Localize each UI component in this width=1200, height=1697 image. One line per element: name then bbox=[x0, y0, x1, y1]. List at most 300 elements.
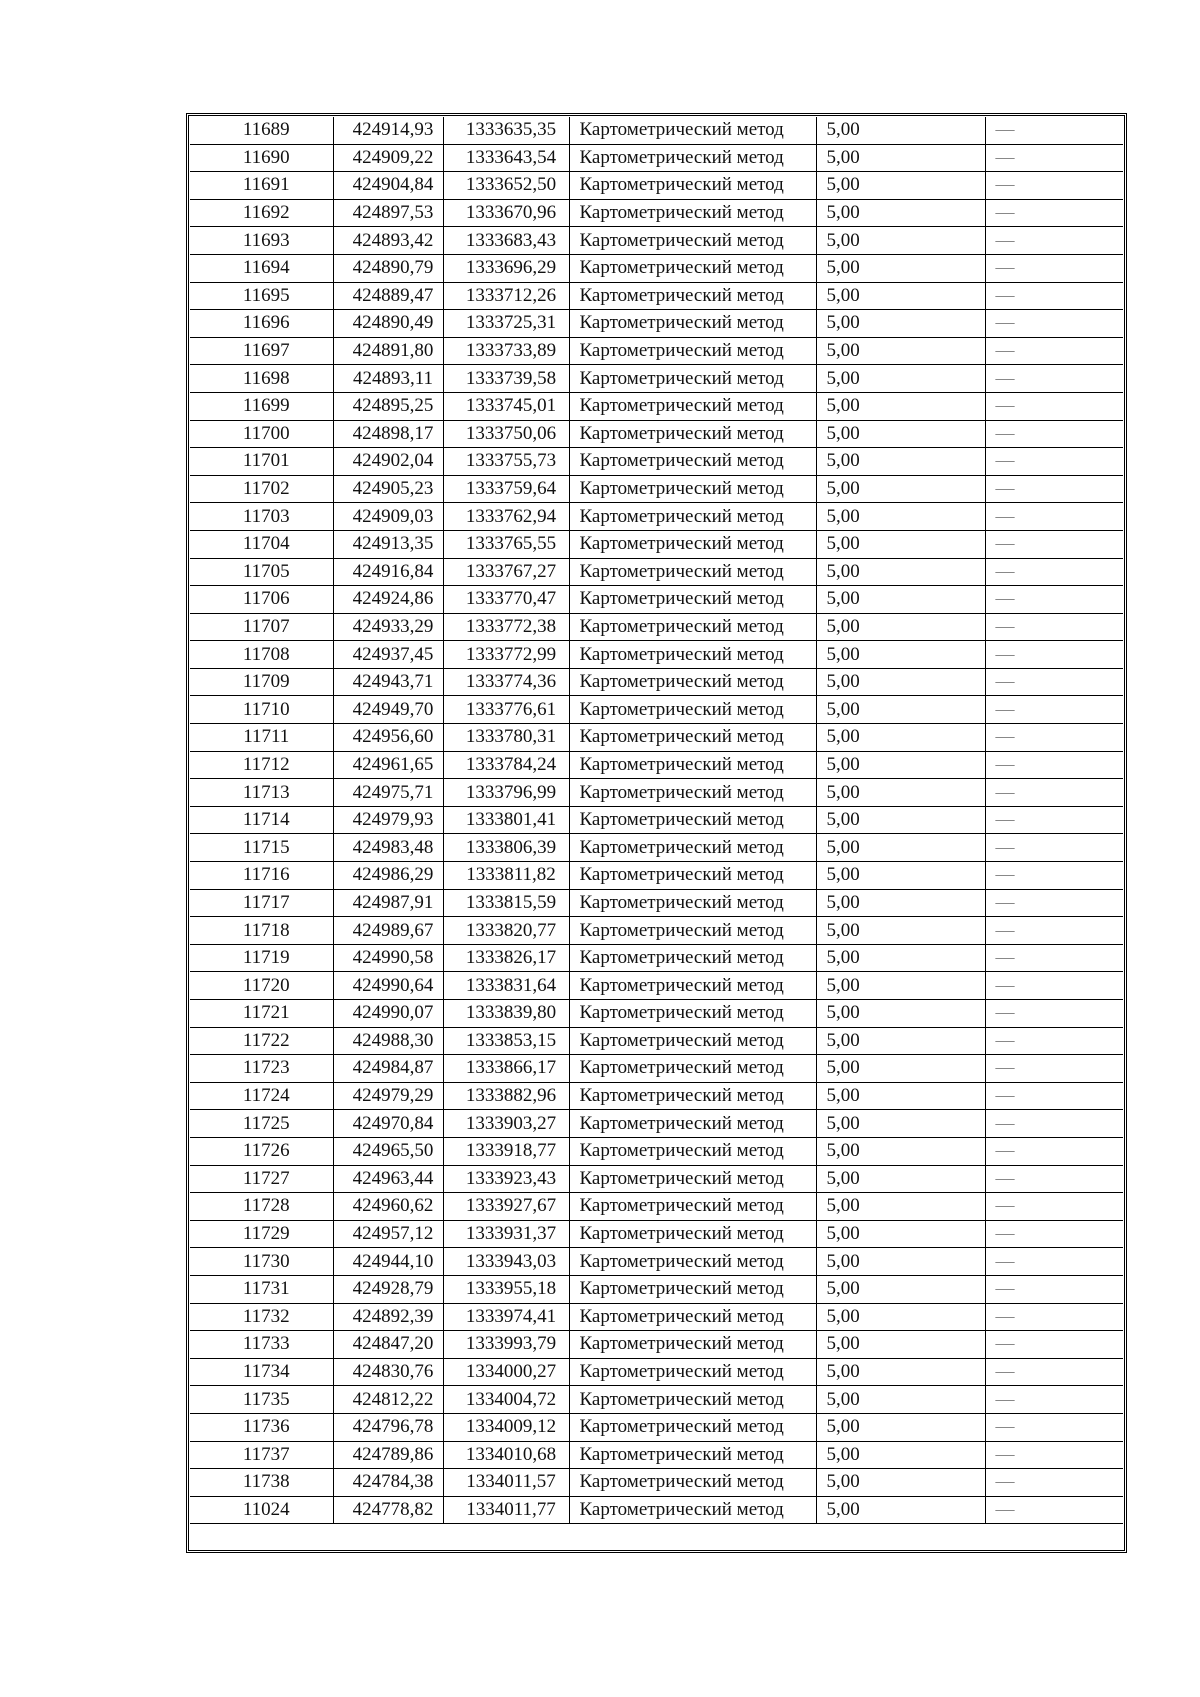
x-coordinate-cell: 424898,17 bbox=[333, 420, 443, 448]
description-cell bbox=[985, 558, 1123, 586]
dash-mark: — bbox=[995, 560, 1015, 582]
table-row bbox=[190, 1358, 1123, 1386]
point-number-cell: 11692 bbox=[190, 199, 333, 227]
y-coordinate-cell: 1333635,35 bbox=[443, 117, 569, 144]
dash-mark: — bbox=[995, 312, 1015, 334]
x-coordinate-cell: 424893,11 bbox=[333, 365, 443, 393]
accuracy-cell: 5,00 bbox=[816, 365, 985, 393]
dash-mark: — bbox=[995, 1057, 1015, 1079]
point-number-cell: 11702 bbox=[190, 475, 333, 503]
description-cell bbox=[985, 172, 1123, 200]
dash-mark: — bbox=[995, 340, 1015, 362]
x-coordinate-cell: 424965,50 bbox=[333, 1137, 443, 1165]
x-coordinate-cell: 424847,20 bbox=[333, 1331, 443, 1359]
method-cell: Картометрический метод bbox=[569, 724, 816, 752]
y-coordinate-cell: 1333931,37 bbox=[443, 1220, 569, 1248]
point-number-cell: 11721 bbox=[190, 1000, 333, 1028]
accuracy-cell: 5,00 bbox=[816, 1082, 985, 1110]
point-number-cell: 11712 bbox=[190, 751, 333, 779]
dash-mark: — bbox=[995, 450, 1015, 472]
y-coordinate-cell: 1333974,41 bbox=[443, 1303, 569, 1331]
table-row bbox=[190, 944, 1123, 972]
point-number-cell: 11689 bbox=[190, 117, 333, 144]
x-coordinate-cell: 424897,53 bbox=[333, 199, 443, 227]
accuracy-cell: 5,00 bbox=[816, 1358, 985, 1386]
x-coordinate-cell: 424975,71 bbox=[333, 779, 443, 807]
point-number-cell: 11024 bbox=[190, 1496, 333, 1524]
accuracy-cell: 5,00 bbox=[816, 1303, 985, 1331]
x-coordinate-cell: 424892,39 bbox=[333, 1303, 443, 1331]
table-row bbox=[190, 475, 1123, 503]
accuracy-cell: 5,00 bbox=[816, 254, 985, 282]
description-cell bbox=[985, 365, 1123, 393]
table-row bbox=[190, 1137, 1123, 1165]
dash-mark: — bbox=[995, 919, 1015, 941]
accuracy-cell: 5,00 bbox=[816, 558, 985, 586]
table-row bbox=[190, 1110, 1123, 1138]
description-cell bbox=[985, 1110, 1123, 1138]
method-cell: Картометрический метод bbox=[569, 1275, 816, 1303]
method-cell: Картометрический метод bbox=[569, 586, 816, 614]
dash-mark: — bbox=[995, 367, 1015, 389]
table-row bbox=[190, 751, 1123, 779]
method-cell: Картометрический метод bbox=[569, 117, 816, 144]
dash-mark: — bbox=[995, 891, 1015, 913]
table-row bbox=[190, 1469, 1123, 1497]
description-cell bbox=[985, 1165, 1123, 1193]
point-number-cell: 11722 bbox=[190, 1027, 333, 1055]
dash-mark: — bbox=[995, 1416, 1015, 1438]
y-coordinate-cell: 1333755,73 bbox=[443, 448, 569, 476]
table-row bbox=[190, 337, 1123, 365]
method-cell: Картометрический метод bbox=[569, 1082, 816, 1110]
dash-mark: — bbox=[995, 229, 1015, 251]
point-number-cell: 11728 bbox=[190, 1193, 333, 1221]
description-cell bbox=[985, 1469, 1123, 1497]
method-cell: Картометрический метод bbox=[569, 1469, 816, 1497]
point-number-cell: 11691 bbox=[190, 172, 333, 200]
method-cell: Картометрический метод bbox=[569, 1496, 816, 1524]
empty-cell bbox=[190, 1524, 1123, 1551]
dash-mark: — bbox=[995, 1278, 1015, 1300]
point-number-cell: 11714 bbox=[190, 806, 333, 834]
method-cell: Картометрический метод bbox=[569, 282, 816, 310]
accuracy-cell: 5,00 bbox=[816, 944, 985, 972]
dash-mark: — bbox=[995, 726, 1015, 748]
method-cell: Картометрический метод bbox=[569, 1055, 816, 1083]
description-cell bbox=[985, 1027, 1123, 1055]
dash-mark: — bbox=[995, 257, 1015, 279]
description-cell bbox=[985, 1275, 1123, 1303]
description-cell bbox=[985, 834, 1123, 862]
y-coordinate-cell: 1333866,17 bbox=[443, 1055, 569, 1083]
table-row bbox=[190, 172, 1123, 200]
method-cell: Картометрический метод bbox=[569, 806, 816, 834]
y-coordinate-cell: 1333776,61 bbox=[443, 696, 569, 724]
description-cell bbox=[985, 448, 1123, 476]
method-cell: Картометрический метод bbox=[569, 1165, 816, 1193]
point-number-cell: 11737 bbox=[190, 1441, 333, 1469]
table-row bbox=[190, 613, 1123, 641]
x-coordinate-cell: 424963,44 bbox=[333, 1165, 443, 1193]
dash-mark: — bbox=[995, 615, 1015, 637]
table-row bbox=[190, 972, 1123, 1000]
y-coordinate-cell: 1333725,31 bbox=[443, 310, 569, 338]
dash-mark: — bbox=[995, 1250, 1015, 1272]
method-cell: Картометрический метод bbox=[569, 1110, 816, 1138]
point-number-cell: 11725 bbox=[190, 1110, 333, 1138]
dash-mark: — bbox=[995, 1305, 1015, 1327]
accuracy-cell: 5,00 bbox=[816, 1496, 985, 1524]
description-cell bbox=[985, 779, 1123, 807]
x-coordinate-cell: 424796,78 bbox=[333, 1413, 443, 1441]
dash-mark: — bbox=[995, 753, 1015, 775]
description-cell bbox=[985, 1055, 1123, 1083]
method-cell: Картометрический метод bbox=[569, 558, 816, 586]
description-cell bbox=[985, 806, 1123, 834]
accuracy-cell: 5,00 bbox=[816, 144, 985, 172]
dash-mark: — bbox=[995, 864, 1015, 886]
dash-mark: — bbox=[995, 809, 1015, 831]
table-row bbox=[190, 448, 1123, 476]
method-cell: Картометрический метод bbox=[569, 1331, 816, 1359]
x-coordinate-cell: 424984,87 bbox=[333, 1055, 443, 1083]
y-coordinate-cell: 1333712,26 bbox=[443, 282, 569, 310]
method-cell: Картометрический метод bbox=[569, 1303, 816, 1331]
accuracy-cell: 5,00 bbox=[816, 917, 985, 945]
description-cell bbox=[985, 475, 1123, 503]
accuracy-cell: 5,00 bbox=[816, 1275, 985, 1303]
point-number-cell: 11698 bbox=[190, 365, 333, 393]
accuracy-cell: 5,00 bbox=[816, 448, 985, 476]
y-coordinate-cell: 1333770,47 bbox=[443, 586, 569, 614]
description-cell bbox=[985, 310, 1123, 338]
description-cell bbox=[985, 199, 1123, 227]
method-cell: Картометрический метод bbox=[569, 696, 816, 724]
table-row bbox=[190, 1496, 1123, 1524]
y-coordinate-cell: 1333923,43 bbox=[443, 1165, 569, 1193]
y-coordinate-cell: 1333765,55 bbox=[443, 530, 569, 558]
dash-mark: — bbox=[995, 588, 1015, 610]
point-number-cell: 11734 bbox=[190, 1358, 333, 1386]
dash-mark: — bbox=[995, 671, 1015, 693]
point-number-cell: 11693 bbox=[190, 227, 333, 255]
y-coordinate-cell: 1333780,31 bbox=[443, 724, 569, 752]
description-cell bbox=[985, 1496, 1123, 1524]
x-coordinate-cell: 424989,67 bbox=[333, 917, 443, 945]
accuracy-cell: 5,00 bbox=[816, 475, 985, 503]
dash-mark: — bbox=[995, 1498, 1015, 1520]
method-cell: Картометрический метод bbox=[569, 862, 816, 890]
accuracy-cell: 5,00 bbox=[816, 172, 985, 200]
x-coordinate-cell: 424916,84 bbox=[333, 558, 443, 586]
y-coordinate-cell: 1333882,96 bbox=[443, 1082, 569, 1110]
table-row bbox=[190, 117, 1123, 144]
y-coordinate-cell: 1333739,58 bbox=[443, 365, 569, 393]
x-coordinate-cell: 424928,79 bbox=[333, 1275, 443, 1303]
method-cell: Картометрический метод bbox=[569, 144, 816, 172]
dash-mark: — bbox=[995, 505, 1015, 527]
method-cell: Картометрический метод bbox=[569, 337, 816, 365]
accuracy-cell: 5,00 bbox=[816, 1441, 985, 1469]
x-coordinate-cell: 424890,49 bbox=[333, 310, 443, 338]
dash-mark: — bbox=[995, 781, 1015, 803]
x-coordinate-cell: 424988,30 bbox=[333, 1027, 443, 1055]
dash-mark: — bbox=[995, 1002, 1015, 1024]
y-coordinate-cell: 1333784,24 bbox=[443, 751, 569, 779]
y-coordinate-cell: 1333815,59 bbox=[443, 889, 569, 917]
method-cell: Картометрический метод bbox=[569, 530, 816, 558]
x-coordinate-cell: 424812,22 bbox=[333, 1386, 443, 1414]
accuracy-cell: 5,00 bbox=[816, 227, 985, 255]
table-row bbox=[190, 365, 1123, 393]
accuracy-cell: 5,00 bbox=[816, 586, 985, 614]
description-cell bbox=[985, 337, 1123, 365]
accuracy-cell: 5,00 bbox=[816, 889, 985, 917]
x-coordinate-cell: 424957,12 bbox=[333, 1220, 443, 1248]
method-cell: Картометрический метод bbox=[569, 889, 816, 917]
point-number-cell: 11705 bbox=[190, 558, 333, 586]
accuracy-cell: 5,00 bbox=[816, 834, 985, 862]
method-cell: Картометрический метод bbox=[569, 834, 816, 862]
y-coordinate-cell: 1333820,77 bbox=[443, 917, 569, 945]
x-coordinate-cell: 424789,86 bbox=[333, 1441, 443, 1469]
accuracy-cell: 5,00 bbox=[816, 530, 985, 558]
table-row bbox=[190, 558, 1123, 586]
point-number-cell: 11700 bbox=[190, 420, 333, 448]
point-number-cell: 11713 bbox=[190, 779, 333, 807]
y-coordinate-cell: 1334010,68 bbox=[443, 1441, 569, 1469]
table-row bbox=[190, 1055, 1123, 1083]
method-cell: Картометрический метод bbox=[569, 972, 816, 1000]
x-coordinate-cell: 424979,93 bbox=[333, 806, 443, 834]
accuracy-cell: 5,00 bbox=[816, 696, 985, 724]
description-cell bbox=[985, 282, 1123, 310]
y-coordinate-cell: 1333839,80 bbox=[443, 1000, 569, 1028]
table-row bbox=[190, 1220, 1123, 1248]
table-row bbox=[190, 724, 1123, 752]
accuracy-cell: 5,00 bbox=[816, 282, 985, 310]
x-coordinate-cell: 424943,71 bbox=[333, 668, 443, 696]
description-cell bbox=[985, 227, 1123, 255]
dash-mark: — bbox=[995, 698, 1015, 720]
table-row bbox=[190, 310, 1123, 338]
x-coordinate-cell: 424889,47 bbox=[333, 282, 443, 310]
table-row bbox=[190, 392, 1123, 420]
y-coordinate-cell: 1333993,79 bbox=[443, 1331, 569, 1359]
x-coordinate-cell: 424970,84 bbox=[333, 1110, 443, 1138]
description-cell bbox=[985, 862, 1123, 890]
description-cell bbox=[985, 917, 1123, 945]
dash-mark: — bbox=[995, 395, 1015, 417]
table-row bbox=[190, 1248, 1123, 1276]
point-number-cell: 11716 bbox=[190, 862, 333, 890]
table-row bbox=[190, 254, 1123, 282]
accuracy-cell: 5,00 bbox=[816, 751, 985, 779]
method-cell: Картометрический метод bbox=[569, 1441, 816, 1469]
description-cell bbox=[985, 1413, 1123, 1441]
point-number-cell: 11709 bbox=[190, 668, 333, 696]
table-row bbox=[190, 420, 1123, 448]
point-number-cell: 11724 bbox=[190, 1082, 333, 1110]
table-row bbox=[190, 862, 1123, 890]
table-row bbox=[190, 696, 1123, 724]
y-coordinate-cell: 1333733,89 bbox=[443, 337, 569, 365]
point-number-cell: 11720 bbox=[190, 972, 333, 1000]
accuracy-cell: 5,00 bbox=[816, 1331, 985, 1359]
point-number-cell: 11732 bbox=[190, 1303, 333, 1331]
point-number-cell: 11711 bbox=[190, 724, 333, 752]
point-number-cell: 11703 bbox=[190, 503, 333, 531]
accuracy-cell: 5,00 bbox=[816, 337, 985, 365]
point-number-cell: 11695 bbox=[190, 282, 333, 310]
method-cell: Картометрический метод bbox=[569, 613, 816, 641]
accuracy-cell: 5,00 bbox=[816, 1137, 985, 1165]
x-coordinate-cell: 424960,62 bbox=[333, 1193, 443, 1221]
table-row bbox=[190, 641, 1123, 669]
x-coordinate-cell: 424904,84 bbox=[333, 172, 443, 200]
y-coordinate-cell: 1334009,12 bbox=[443, 1413, 569, 1441]
empty-table-row bbox=[190, 1524, 1123, 1551]
method-cell: Картометрический метод bbox=[569, 668, 816, 696]
method-cell: Картометрический метод bbox=[569, 1000, 816, 1028]
table-row bbox=[190, 586, 1123, 614]
description-cell bbox=[985, 668, 1123, 696]
method-cell: Картометрический метод bbox=[569, 779, 816, 807]
coordinates-table bbox=[190, 117, 1123, 1551]
y-coordinate-cell: 1333767,27 bbox=[443, 558, 569, 586]
dash-mark: — bbox=[995, 478, 1015, 500]
description-cell bbox=[985, 696, 1123, 724]
method-cell: Картометрический метод bbox=[569, 917, 816, 945]
method-cell: Картометрический метод bbox=[569, 944, 816, 972]
y-coordinate-cell: 1333927,67 bbox=[443, 1193, 569, 1221]
method-cell: Картометрический метод bbox=[569, 1386, 816, 1414]
point-number-cell: 11731 bbox=[190, 1275, 333, 1303]
dash-mark: — bbox=[995, 1195, 1015, 1217]
method-cell: Картометрический метод bbox=[569, 227, 816, 255]
x-coordinate-cell: 424990,58 bbox=[333, 944, 443, 972]
dash-mark: — bbox=[995, 643, 1015, 665]
accuracy-cell: 5,00 bbox=[816, 1386, 985, 1414]
point-number-cell: 11736 bbox=[190, 1413, 333, 1441]
y-coordinate-cell: 1333772,38 bbox=[443, 613, 569, 641]
description-cell bbox=[985, 254, 1123, 282]
x-coordinate-cell: 424902,04 bbox=[333, 448, 443, 476]
description-cell bbox=[985, 1220, 1123, 1248]
description-cell bbox=[985, 1358, 1123, 1386]
accuracy-cell: 5,00 bbox=[816, 1110, 985, 1138]
point-number-cell: 11706 bbox=[190, 586, 333, 614]
description-cell bbox=[985, 1441, 1123, 1469]
dash-mark: — bbox=[995, 1029, 1015, 1051]
coordinates-table-body bbox=[190, 117, 1123, 1551]
x-coordinate-cell: 424913,35 bbox=[333, 530, 443, 558]
description-cell bbox=[985, 586, 1123, 614]
dash-mark: — bbox=[995, 1223, 1015, 1245]
description-cell bbox=[985, 613, 1123, 641]
table-row bbox=[190, 806, 1123, 834]
y-coordinate-cell: 1333801,41 bbox=[443, 806, 569, 834]
y-coordinate-cell: 1334004,72 bbox=[443, 1386, 569, 1414]
table-row bbox=[190, 1275, 1123, 1303]
accuracy-cell: 5,00 bbox=[816, 972, 985, 1000]
method-cell: Картометрический метод bbox=[569, 1358, 816, 1386]
x-coordinate-cell: 424990,64 bbox=[333, 972, 443, 1000]
y-coordinate-cell: 1333774,36 bbox=[443, 668, 569, 696]
y-coordinate-cell: 1333811,82 bbox=[443, 862, 569, 890]
point-number-cell: 11727 bbox=[190, 1165, 333, 1193]
y-coordinate-cell: 1333643,54 bbox=[443, 144, 569, 172]
description-cell bbox=[985, 751, 1123, 779]
point-number-cell: 11735 bbox=[190, 1386, 333, 1414]
method-cell: Картометрический метод bbox=[569, 1137, 816, 1165]
table-row bbox=[190, 1303, 1123, 1331]
table-row bbox=[190, 282, 1123, 310]
accuracy-cell: 5,00 bbox=[816, 641, 985, 669]
description-cell bbox=[985, 144, 1123, 172]
x-coordinate-cell: 424937,45 bbox=[333, 641, 443, 669]
description-cell bbox=[985, 1303, 1123, 1331]
description-cell bbox=[985, 1137, 1123, 1165]
point-number-cell: 11690 bbox=[190, 144, 333, 172]
y-coordinate-cell: 1333750,06 bbox=[443, 420, 569, 448]
point-number-cell: 11738 bbox=[190, 1469, 333, 1497]
table-row bbox=[190, 1331, 1123, 1359]
x-coordinate-cell: 424893,42 bbox=[333, 227, 443, 255]
y-coordinate-cell: 1333759,64 bbox=[443, 475, 569, 503]
y-coordinate-cell: 1333826,17 bbox=[443, 944, 569, 972]
x-coordinate-cell: 424933,29 bbox=[333, 613, 443, 641]
accuracy-cell: 5,00 bbox=[816, 1220, 985, 1248]
table-row bbox=[190, 1413, 1123, 1441]
y-coordinate-cell: 1334011,57 bbox=[443, 1469, 569, 1497]
y-coordinate-cell: 1333683,43 bbox=[443, 227, 569, 255]
table-row bbox=[190, 834, 1123, 862]
point-number-cell: 11723 bbox=[190, 1055, 333, 1083]
x-coordinate-cell: 424924,86 bbox=[333, 586, 443, 614]
y-coordinate-cell: 1333831,64 bbox=[443, 972, 569, 1000]
method-cell: Картометрический метод bbox=[569, 172, 816, 200]
table-row bbox=[190, 199, 1123, 227]
x-coordinate-cell: 424778,82 bbox=[333, 1496, 443, 1524]
y-coordinate-cell: 1333955,18 bbox=[443, 1275, 569, 1303]
method-cell: Картометрический метод bbox=[569, 641, 816, 669]
accuracy-cell: 5,00 bbox=[816, 503, 985, 531]
point-number-cell: 11718 bbox=[190, 917, 333, 945]
method-cell: Картометрический метод bbox=[569, 420, 816, 448]
description-cell bbox=[985, 1248, 1123, 1276]
dash-mark: — bbox=[995, 1112, 1015, 1134]
x-coordinate-cell: 424905,23 bbox=[333, 475, 443, 503]
description-cell bbox=[985, 420, 1123, 448]
table-row bbox=[190, 1165, 1123, 1193]
accuracy-cell: 5,00 bbox=[816, 1248, 985, 1276]
accuracy-cell: 5,00 bbox=[816, 1413, 985, 1441]
x-coordinate-cell: 424914,93 bbox=[333, 117, 443, 144]
description-cell bbox=[985, 889, 1123, 917]
dash-mark: — bbox=[995, 202, 1015, 224]
point-number-cell: 11708 bbox=[190, 641, 333, 669]
table-row bbox=[190, 917, 1123, 945]
point-number-cell: 11717 bbox=[190, 889, 333, 917]
point-number-cell: 11704 bbox=[190, 530, 333, 558]
accuracy-cell: 5,00 bbox=[816, 392, 985, 420]
x-coordinate-cell: 424979,29 bbox=[333, 1082, 443, 1110]
dash-mark: — bbox=[995, 174, 1015, 196]
table-row bbox=[190, 1000, 1123, 1028]
y-coordinate-cell: 1333772,99 bbox=[443, 641, 569, 669]
